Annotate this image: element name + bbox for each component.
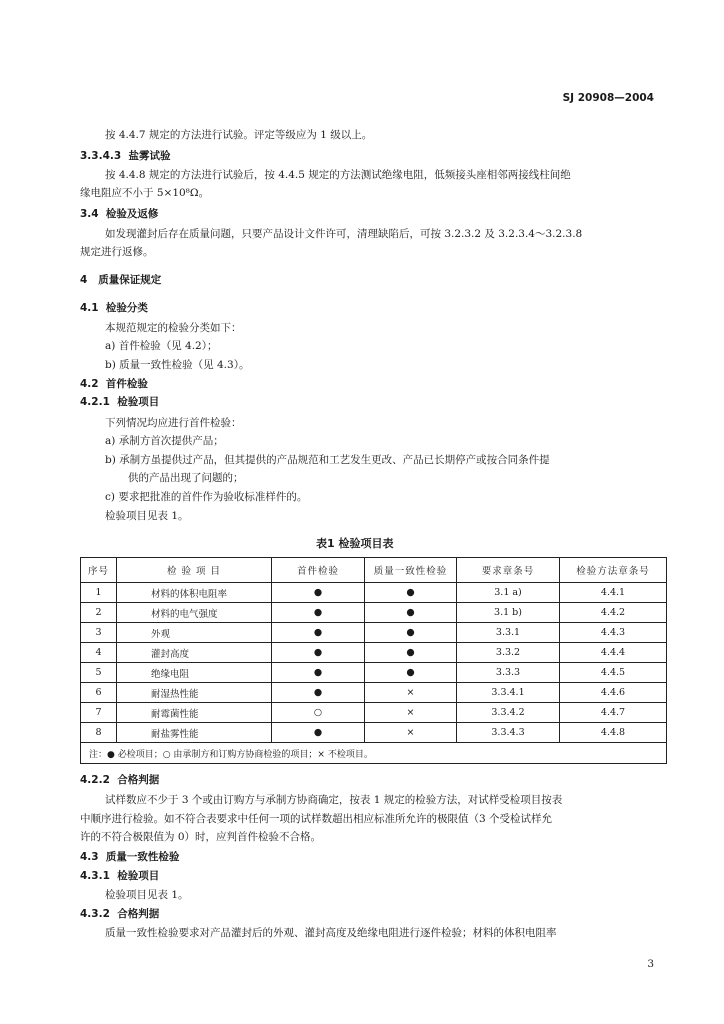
table-header: 质量一致性检验 xyxy=(365,558,457,583)
paragraph: 许的不符合极限值为 0）时，应判首件检验不合格。 xyxy=(80,831,322,843)
row-number: 4 xyxy=(81,643,117,663)
section-heading xyxy=(80,300,148,315)
list-item: a) 首件检验（见 4.2）； xyxy=(105,340,218,352)
paragraph: 质量一致性检验要求对产品灌封后的外观、灌封高度及绝缘电阻进行逐件检验；材料的体积电阻率 xyxy=(105,927,557,939)
section-heading xyxy=(80,772,159,787)
table-row xyxy=(81,723,667,743)
section-title: 检验分类 xyxy=(105,302,148,314)
row-item: 材料的体积电阻率 xyxy=(117,583,272,603)
table-note: 注：● 必检项目；○ 由承制方和订购方协商检验的项目；× 不检项目。 xyxy=(81,743,667,764)
section-title: 质量一致性检验 xyxy=(105,851,180,863)
row-number: 6 xyxy=(81,683,117,703)
conformity-inspection-mark: ● xyxy=(365,643,457,663)
section-title: 检验项目 xyxy=(117,870,160,882)
section-number: 4.1 xyxy=(80,302,99,314)
section-heading xyxy=(80,906,159,921)
row-item: 材料的电气强度 xyxy=(117,603,272,623)
paragraph: 中顺序进行检验。如不符合表要求中任何一项的试样数超出相应标准所允许的极限值（3 个受检试样允 xyxy=(80,813,553,825)
row-number: 7 xyxy=(81,703,117,723)
section-number: 4.3 xyxy=(80,851,99,863)
section-title: 质量保证规定 xyxy=(98,274,162,286)
paragraph: 检验项目见表 1。 xyxy=(105,510,189,522)
inspection-table xyxy=(80,557,667,764)
method-clause: 4.4.7 xyxy=(560,703,667,723)
first-inspection-mark: ○ xyxy=(272,703,365,723)
row-item: 耐盐雾性能 xyxy=(117,723,272,743)
table-body xyxy=(81,583,667,743)
conformity-inspection-mark: ● xyxy=(365,583,457,603)
row-number: 2 xyxy=(81,603,117,623)
row-number: 8 xyxy=(81,723,117,743)
section-number: 4.2.2 xyxy=(80,774,110,786)
list-item: b) 质量一致性检验（见 4.3）。 xyxy=(105,359,250,371)
table-row xyxy=(81,603,667,623)
section-number: 4.3.1 xyxy=(80,870,110,882)
conformity-inspection-mark: ● xyxy=(365,663,457,683)
first-inspection-mark: ● xyxy=(272,603,365,623)
conformity-inspection-mark: × xyxy=(365,723,457,743)
method-clause: 4.4.5 xyxy=(560,663,667,683)
first-inspection-mark: ● xyxy=(272,663,365,683)
section-title: 首件检验 xyxy=(105,378,148,390)
method-clause: 4.4.8 xyxy=(560,723,667,743)
section-number: 4 xyxy=(80,274,88,286)
paragraph: 按 4.4.7 规定的方法进行试验。评定等级应为 1 级以上。 xyxy=(105,129,373,141)
section-title: 盐雾试验 xyxy=(128,150,171,162)
requirement-clause: 3.1 b) xyxy=(457,603,560,623)
method-clause: 4.4.2 xyxy=(560,603,667,623)
requirement-clause: 3.3.4.3 xyxy=(457,723,560,743)
section-heading xyxy=(80,394,159,409)
table-header: 要求章条号 xyxy=(457,558,560,583)
section-heading xyxy=(80,868,159,883)
paragraph: 本规范规定的检验分类如下： xyxy=(105,322,242,334)
section-title: 合格判据 xyxy=(117,908,160,920)
section-title: 检验项目 xyxy=(117,396,160,408)
paragraph: 检验项目见表 1。 xyxy=(105,889,189,901)
first-inspection-mark: ● xyxy=(272,723,365,743)
row-item: 外观 xyxy=(117,623,272,643)
header-std-no: SJ 20908—2004 xyxy=(562,92,654,104)
page-number: 3 xyxy=(647,958,654,970)
first-inspection-mark: ● xyxy=(272,643,365,663)
row-item: 灌封高度 xyxy=(117,643,272,663)
section-heading xyxy=(80,376,148,391)
table-header: 检验方法章条号 xyxy=(560,558,667,583)
table-row xyxy=(81,643,667,663)
first-inspection-mark: ● xyxy=(272,623,365,643)
row-number: 5 xyxy=(81,663,117,683)
table-header: 首件检验 xyxy=(272,558,365,583)
requirement-clause: 3.3.3 xyxy=(457,663,560,683)
first-inspection-mark: ● xyxy=(272,583,365,603)
section-number: 3.3.4.3 xyxy=(80,150,122,162)
row-number: 1 xyxy=(81,583,117,603)
section-number: 4.2 xyxy=(80,378,99,390)
method-clause: 4.4.1 xyxy=(560,583,667,603)
section-number: 3.4 xyxy=(80,208,99,220)
first-inspection-mark: ● xyxy=(272,683,365,703)
table-row xyxy=(81,703,667,723)
section-number: 4.2.1 xyxy=(80,396,110,408)
table-row xyxy=(81,663,667,683)
method-clause: 4.4.6 xyxy=(560,683,667,703)
section-heading xyxy=(80,148,171,163)
section-number: 4.3.2 xyxy=(80,908,110,920)
row-item: 绝缘电阻 xyxy=(117,663,272,683)
table-caption: 表1 检验项目表 xyxy=(316,537,394,550)
paragraph: 按 4.4.8 规定的方法进行试验后，按 4.4.5 规定的方法测试绝缘电阻，低频接头座相邻两接线柱间绝 xyxy=(105,169,571,181)
table-row xyxy=(81,683,667,703)
table-header: 序号 xyxy=(81,558,117,583)
paragraph: 如发现灌封后存在质量问题，只要产品设计文件许可，清理缺陷后，可按 3.2.3.2 及 3.2.3.4～3.2.3.8 xyxy=(105,228,583,240)
conformity-inspection-mark: ● xyxy=(365,603,457,623)
section-heading xyxy=(80,206,158,221)
table-header-row xyxy=(81,558,667,583)
table-row xyxy=(81,583,667,603)
list-item: a) 承制方首次提供产品； xyxy=(105,435,224,447)
conformity-inspection-mark: × xyxy=(365,703,457,723)
method-clause: 4.4.4 xyxy=(560,643,667,663)
row-item: 耐湿热性能 xyxy=(117,683,272,703)
list-item: c) 要求把批准的首件作为验收标准样件的。 xyxy=(105,491,308,503)
list-item: 供的产品出现了问题的； xyxy=(128,472,244,484)
paragraph: 试样数应不少于 3 个或由订购方与承制方协商确定，按表 1 规定的检验方法，对试样受检项目按表 xyxy=(105,794,563,806)
paragraph: 下列情况均应进行首件检验： xyxy=(105,417,242,429)
list-item: b) 承制方虽提供过产品，但其提供的产品规范和工艺发生更改、产品已长期停产或按合同条件提 xyxy=(105,454,550,466)
requirement-clause: 3.3.2 xyxy=(457,643,560,663)
conformity-inspection-mark: × xyxy=(365,683,457,703)
requirement-clause: 3.3.4.2 xyxy=(457,703,560,723)
table-row xyxy=(81,623,667,643)
section-heading xyxy=(80,849,179,864)
paragraph: 缘电阻应不小于 5×10⁸Ω。 xyxy=(80,187,210,199)
paragraph: 规定进行返修。 xyxy=(80,246,154,258)
row-item: 耐霉菌性能 xyxy=(117,703,272,723)
section-heading xyxy=(80,272,161,287)
requirement-clause: 3.3.1 xyxy=(457,623,560,643)
table-header: 检 验 项 目 xyxy=(117,558,272,583)
row-number: 3 xyxy=(81,623,117,643)
section-title: 检验及返修 xyxy=(105,208,159,220)
requirement-clause: 3.3.4.1 xyxy=(457,683,560,703)
section-title: 合格判据 xyxy=(117,774,160,786)
method-clause: 4.4.3 xyxy=(560,623,667,643)
requirement-clause: 3.1 a) xyxy=(457,583,560,603)
conformity-inspection-mark: ● xyxy=(365,623,457,643)
table-note-row xyxy=(81,743,667,764)
